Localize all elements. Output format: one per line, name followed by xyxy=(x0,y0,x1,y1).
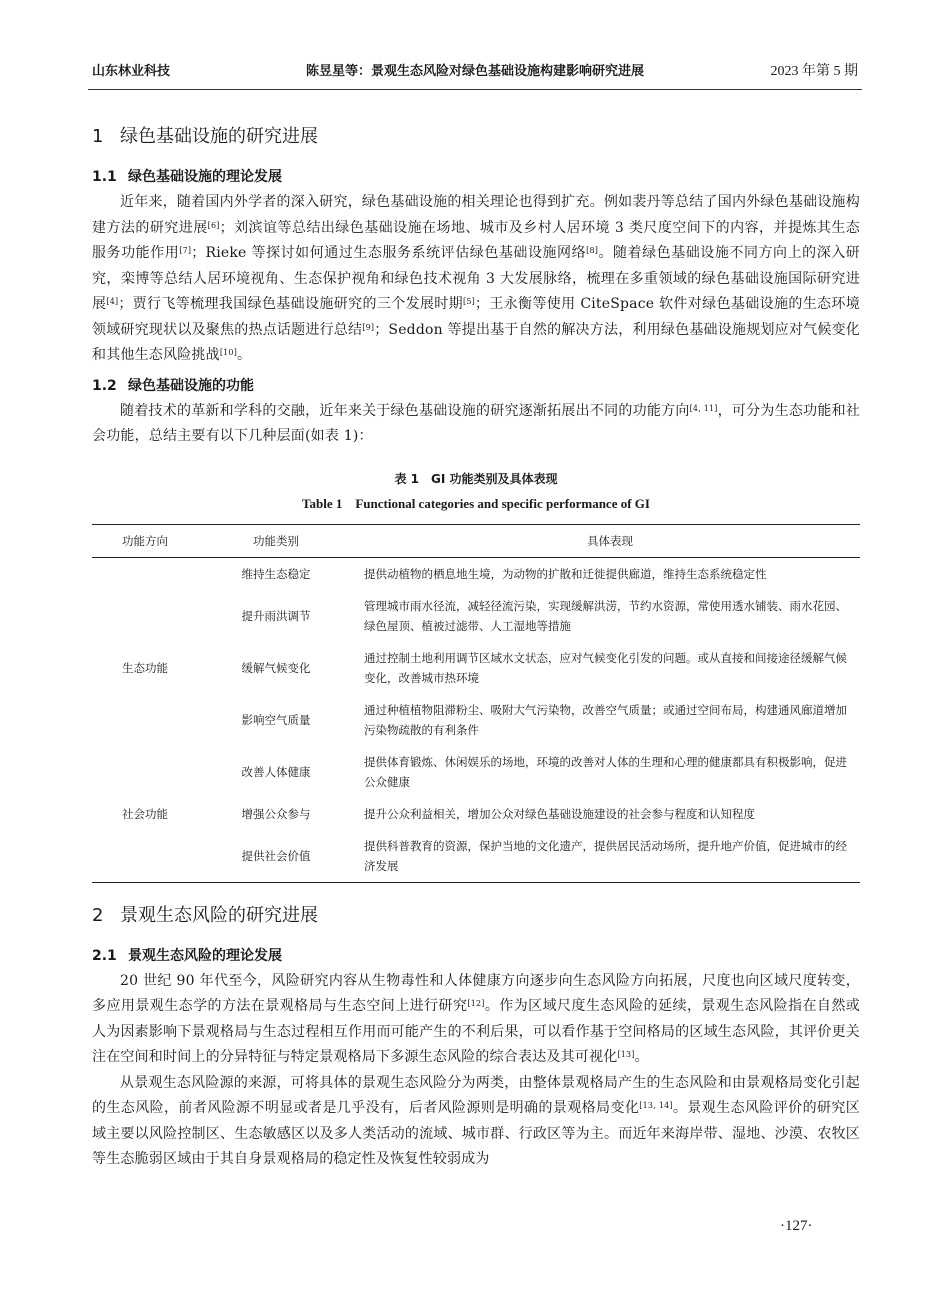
section-1-1-heading: 1.1 绿色基础设施的理论发展 xyxy=(92,169,282,185)
header-rule xyxy=(88,89,862,90)
paragraph: 从景观生态风险源的来源，可将具体的景观生态风险分为两类，由整体景观格局产生的生态风险和由景观格局变化引起的生态风险，前者风险源不明显或者是几乎没有，后者风险源则是明确的景观格局变化[13, 14]。景观生态风险评价的研究区域主要以风险控制区、生态敏感区以及多人类活动的流域、城市群、行政区等为主。而近年来海岸带、湿地、沙漠、农牧区等生态脆弱区域由于其自身景观格局的稳定性及恢复性较弱成为 xyxy=(92,1074,860,1167)
section-2-heading: 2 景观生态风险的研究进展 xyxy=(92,904,318,926)
section-2-1-heading: 2.1 景观生态风险的理论发展 xyxy=(92,947,282,964)
paragraph: 近年来，随着国内外学者的深入研究，绿色基础设施的相关理论也得到扩充。例如裴丹等总结了国内外绿色基础设施构建方法的研究进展[6]；刘滨谊等总结出绿色基础设施在场地、城市及乡村人居环境 3 类尺度空间下的内容，并提炼其生态服务功能作用[7]；Rieke 等探讨如何通过生态服务系统评估绿色基础设施网络[8]。随着绿色基础设施不同方向上的深入研究，栾博等总结人居环境视角、生态保护视角和绿色技术视角 3 大发展脉络，梳理在多重领域的绿色基础设施国际研究进展[4]；贾行飞等梳理我国绿色基础设施研究的三个发展时期[5]；王永衡等使用 CiteSpace 软件对绿色基础设施的生态环境领域研究现状以及聚焦的热点话题进行总结[9]；Seddon 等提出基于自然的解决方法，利用绿色基础设施规划应对气候变化和其他生态风险挑战[10]。 xyxy=(92,194,861,363)
table-caption-en: Table 1 Functional categories and specific performance of GI xyxy=(302,495,650,511)
article-body xyxy=(92,116,860,1173)
column-header: 功能类别 xyxy=(198,524,354,557)
column-header: 具体表现 xyxy=(354,524,860,557)
table-header-row xyxy=(92,524,860,557)
running-header xyxy=(92,60,858,82)
table-row: 提升雨洪调节 管理城市雨水径流，减轻径流污染，实现缓解洪涝，节约水资源，常使用透水铺装、雨水花园、绿色屋顶、植被过滤带、人工湿地等措施 xyxy=(241,598,847,633)
section-1-heading: 1 绿色基础设施的研究进展 xyxy=(92,126,318,147)
paragraph: 随着技术的革新和学科的交融，近年来关于绿色基础设施的研究逐渐拓展出不同的功能方向[4, 11]，可分为生态功能和社会功能，总结主要有以下几种层面(如表 1)： xyxy=(92,402,861,444)
table-row: 社会功能 增强公众参与 提升公众利益相关，增加公众对绿色基础设施建设的社会参与程度和认知程度 xyxy=(122,806,755,821)
table-caption-cn: 表 1 GI 功能类别及具体表现 xyxy=(394,471,558,486)
journal-name: 山东林业科技 xyxy=(92,64,171,79)
paragraph: 20 世纪 90 年代至今，风险研究内容从生物毒性和人体健康方向逐步向生态风险方向拓展，尺度也向区域尺度转变，多应用景观生态学的方法在景观格局与生态空间上进行研究[12]。作为区域尺度生态风险的延续，景观生态风险指在自然或人为因素影响下景观格局与生态过程相互作用而可能产生的不利后果，可以看作基于空间格局的区域生态风险，其评价更关注在空间和时间上的分异特征与特定景观格局下多源生态风险的综合表达及其可视化[13]。 xyxy=(92,972,861,1065)
column-header: 功能方向 xyxy=(92,524,198,557)
table-row: 生态功能 缓解气候变化 通过控制土地利用调节区域水文状态，应对气候变化引发的问题。或从直接和间接途径缓解气候变化，改善城市热环境 xyxy=(122,650,847,685)
issue-number: 2023 年第 5 期 xyxy=(770,64,858,79)
page-number: ·127· xyxy=(780,1218,813,1234)
table-row: 影响空气质量 通过种植植物阻滞粉尘、吸附大气污染物，改善空气质量；或通过空间布局，构建通风廊道增加污染物疏散的有利条件 xyxy=(241,702,847,737)
table-row: 维持生态稳定 提供动植物的栖息地生境，为动物的扩散和迁徙提供廊道，维持生态系统稳定性 xyxy=(241,566,767,581)
table-row: 提供社会价值 提供科普教育的资源，保护当地的文化遗产，提供居民活动场所，提升地产价值，促进城市的经济发展 xyxy=(92,830,860,883)
section-1-2-heading: 1.2 绿色基础设施的功能 xyxy=(92,377,254,394)
table-row: 改善人体健康 提供体育锻炼、休闲娱乐的场地，环境的改善对人体的生理和心理的健康都具有积极影响，促进公众健康 xyxy=(241,754,847,789)
article-running-title: 陈昱星等：景观生态风险对绿色基础设施构建影响研究进展 xyxy=(305,64,644,79)
gi-function-table xyxy=(92,524,860,883)
